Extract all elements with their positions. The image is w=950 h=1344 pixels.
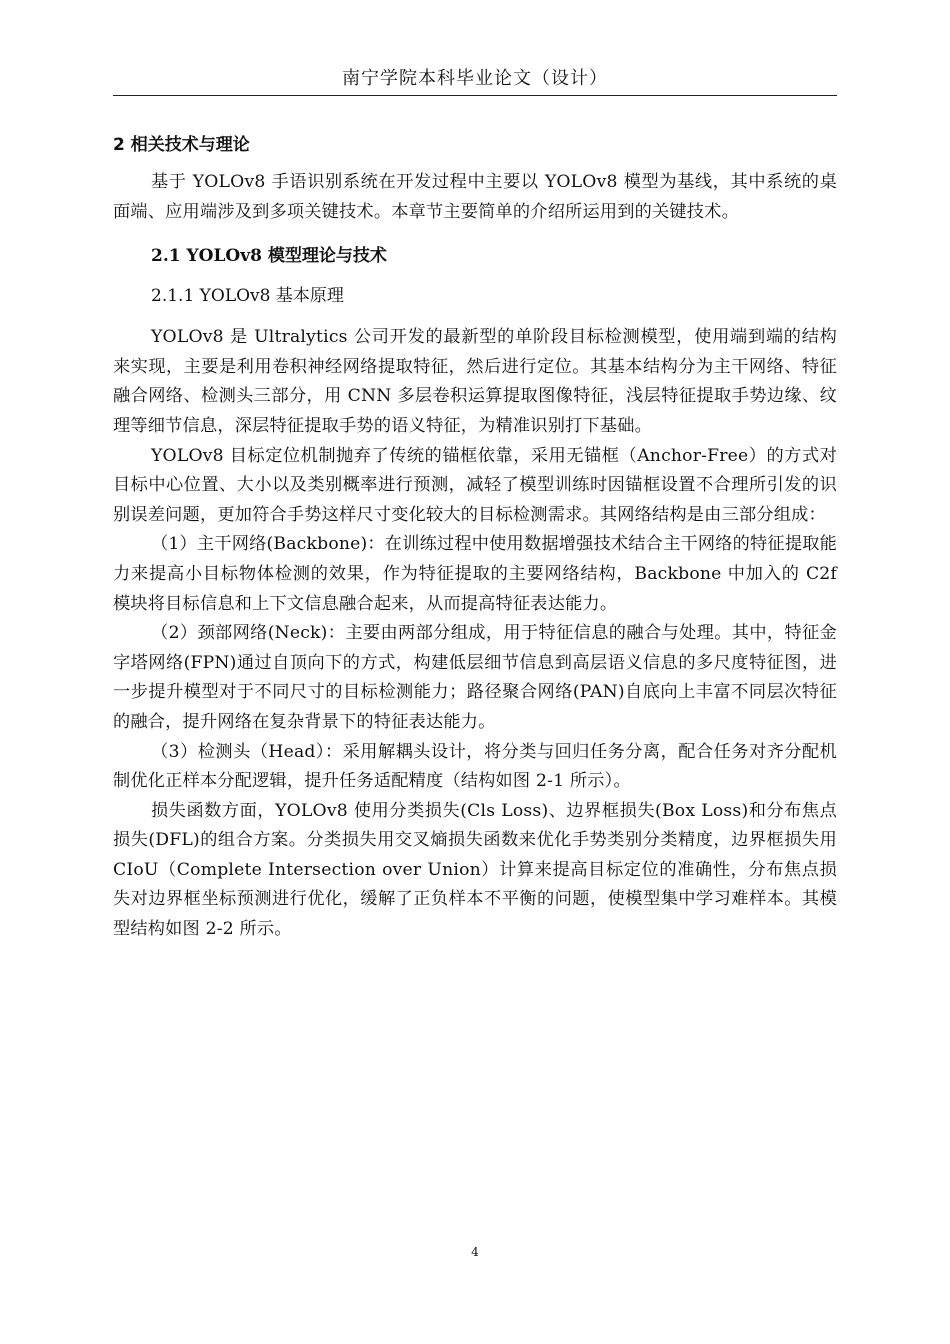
body-paragraph-neck: （2）颈部网络(Neck)：主要由两部分组成，用于特征信息的融合与处理。其中，特征金字塔网络(FPN)通过自顶向下的方式，构建低层细节信息到高层语义信息的多尺度特征图，进一步提升模型对于不同尺寸的目标检测能力；路径聚合网络(PAN)自底向上丰富不同层次特征的融合，提升网络在复杂背景下的特征表达能力。: [113, 623, 837, 732]
body-paragraph-head: （3）检测头（Head）：采用解耦头设计，将分类与回归任务分离，配合任务对齐分配机制优化正样本分配逻辑，提升任务适配精度（结构如图 2-1 所示）。: [113, 741, 837, 792]
page-header-title: 南宁学院本科毕业论文（设计）: [342, 68, 608, 89]
subsubsection-heading: 2.1.1 YOLOv8 基本原理: [151, 286, 344, 307]
body-paragraph-overview: YOLOv8 是 Ultralytics 公司开发的最新型的单阶段目标检测模型，使用端到端的结构来实现，主要是利用卷积神经网络提取特征，然后进行定位。其基本结构分为主干网络、特征融合网络、检测头三部分，用 CNN 多层卷积运算提取图像特征，浅层特征提取手势边缘、纹理等细节信息，深层特征提取手势的语义特征，为精准识别打下基础。: [113, 327, 837, 436]
document-body: [113, 128, 837, 945]
page-number: 4: [471, 1245, 479, 1259]
header-divider: [113, 95, 837, 96]
section-heading: 2 相关技术与理论: [113, 135, 250, 155]
body-paragraph-loss: 损失函数方面，YOLOv8 使用分类损失(Cls Loss)、边界框损失(Box Loss)和分布焦点损失(DFL)的组合方案。分类损失用交叉熵损失函数来优化手势类别分类精度，边界框损失用 CIoU（Complete Intersection over Union）计算来提高目标定位的准确性，分布焦点损失对边界框坐标预测进行优化，缓解了正负样本不平衡的问题，使模型集中学习难样本。其模型结构如图 2-2 所示。: [113, 800, 837, 940]
section-intro-paragraph: 基于 YOLOv8 手语识别系统在开发过程中主要以 YOLOv8 模型为基线，其中系统的桌面端、应用端涉及到多项关键技术。本章节主要简单的介绍所运用到的关键技术。: [113, 172, 837, 222]
subsection-heading: 2.1 YOLOv8 模型理论与技术: [151, 246, 387, 267]
body-paragraph-backbone: （1）主干网络(Backbone)：在训练过程中使用数据增强技术结合主干网络的特征提取能力来提高小目标物体检测的效果，作为特征提取的主要网络结构，Backbone 中加入的 C2f 模块将目标信息和上下文信息融合起来，从而提高特征表达能力。: [113, 534, 837, 614]
body-paragraph-anchor-free: YOLOv8 目标定位机制抛弃了传统的锚框依靠，采用无锚框（Anchor-Free）的方式对目标中心位置、大小以及类别概率进行预测，减轻了模型训练时因锚框设置不合理所引发的识别误差问题，更加符合手势这样尺寸变化较大的目标检测需求。其网络结构是由三部分组成：: [113, 445, 837, 525]
